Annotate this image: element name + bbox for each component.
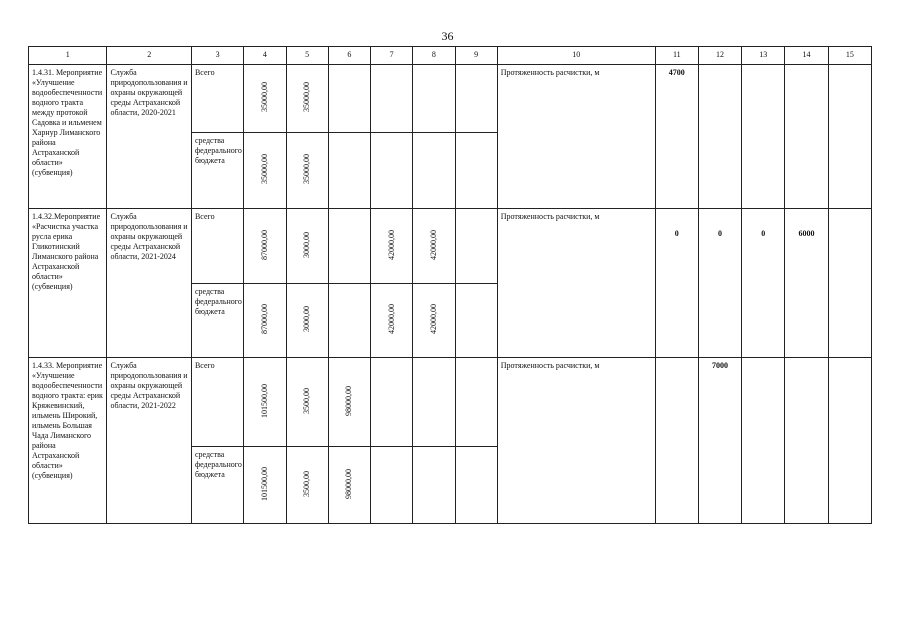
amount-cell [286, 132, 328, 209]
indicator-value-col12 [698, 64, 741, 209]
amount-value: 3500,00 [302, 470, 312, 497]
amount-cell [244, 209, 286, 283]
executor-cell: Служба природопользования и охраны окружающей среды Астраханской области, 2021-2022 [107, 358, 192, 524]
amount-cell [455, 132, 497, 209]
indicator-cell: Протяженность расчистки, м [497, 64, 655, 209]
amount-value: 98000,00 [344, 468, 354, 499]
amount-value: 35000,00 [302, 81, 312, 112]
amount-cell [244, 358, 286, 447]
table-row [29, 358, 872, 447]
amount-cell [413, 132, 455, 209]
total-label: Всего [191, 358, 243, 447]
amount-value: 35000,00 [259, 154, 269, 185]
amount-cell [328, 358, 370, 447]
budget-label: средства федерального бюджета [191, 447, 243, 524]
amount-cell [244, 64, 286, 132]
program-table [28, 46, 872, 524]
header-col-1: 1 [29, 47, 107, 65]
amount-cell [286, 64, 328, 132]
amount-cell [244, 132, 286, 209]
measure-cell: 1.4.33. Мероприятие «Улучшение водообеспеченности водного тракта: ерик Кряжевинский, ильмень Широкий, ильмень Большая Чада Лиманского района Астраханской области» (субвенция) [29, 358, 107, 524]
budget-label: средства федерального бюджета [191, 132, 243, 209]
amount-value: 3500,00 [302, 387, 312, 414]
total-label: Всего [191, 64, 243, 132]
amount-value: 42000,00 [386, 304, 396, 335]
amount-cell [328, 64, 370, 132]
amount-value: 87000,00 [259, 304, 269, 335]
page-number: 36 [441, 29, 454, 43]
amount-cell [371, 64, 413, 132]
amount-cell [413, 64, 455, 132]
amount-cell [455, 358, 497, 447]
indicator-value-col15 [828, 358, 871, 524]
amount-value: 101500,00 [259, 466, 269, 501]
header-col-13: 13 [742, 47, 785, 65]
header-col-15: 15 [828, 47, 871, 65]
amount-cell [371, 283, 413, 357]
amount-cell [371, 358, 413, 447]
amount-cell [328, 283, 370, 357]
amount-cell [286, 447, 328, 524]
amount-value: 87000,00 [259, 229, 269, 260]
header-col-6: 6 [328, 47, 370, 65]
header-col-3: 3 [191, 47, 243, 65]
indicator-cell: Протяженность расчистки, м [497, 209, 655, 358]
amount-value: 35000,00 [302, 154, 312, 185]
indicator-value-col13 [742, 358, 785, 524]
amount-value: 42000,00 [428, 229, 438, 260]
header-row [29, 47, 872, 65]
amount-cell [286, 209, 328, 283]
amount-cell [371, 209, 413, 283]
amount-cell [286, 283, 328, 357]
amount-cell [455, 209, 497, 283]
header-col-11: 11 [655, 47, 698, 65]
amount-value: 42000,00 [386, 229, 396, 260]
amount-cell [371, 132, 413, 209]
indicator-value-col15 [828, 64, 871, 209]
header-col-4: 4 [244, 47, 286, 65]
header-col-9: 9 [455, 47, 497, 65]
table-row [29, 209, 872, 283]
amount-value: 42000,00 [428, 304, 438, 335]
amount-cell [413, 447, 455, 524]
indicator-cell: Протяженность расчистки, м [497, 358, 655, 524]
amount-cell [455, 64, 497, 132]
indicator-value-col11: 4700 [655, 64, 698, 209]
amount-cell [244, 283, 286, 357]
indicator-value-col14 [785, 64, 828, 209]
indicator-value-col12: 7000 [698, 358, 741, 524]
executor-cell: Служба природопользования и охраны окружающей среды Астраханской области, 2020-2021 [107, 64, 192, 209]
amount-cell [455, 283, 497, 357]
amount-cell [328, 447, 370, 524]
amount-cell [328, 132, 370, 209]
amount-value: 3000,00 [302, 231, 312, 258]
amount-value: 3000,00 [302, 306, 312, 333]
amount-cell [328, 209, 370, 283]
amount-cell [286, 358, 328, 447]
amount-cell [244, 447, 286, 524]
header-col-14: 14 [785, 47, 828, 65]
amount-value: 98000,00 [344, 385, 354, 416]
indicator-value-col14: 6000 [785, 209, 828, 358]
executor-cell: Служба природопользования и охраны окружающей среды Астраханской области, 2021-2024 [107, 209, 192, 358]
measure-cell: 1.4.32.Мероприятие «Расчистка участка русла ерика Гликотинский Лиманского района Астраханской области» (субвенция) [29, 209, 107, 358]
table-row [29, 64, 872, 132]
indicator-value-col12: 0 [698, 209, 741, 358]
indicator-value-col15 [828, 209, 871, 358]
header-col-10: 10 [497, 47, 655, 65]
amount-value: 101500,00 [259, 383, 269, 418]
measure-cell: 1.4.31. Мероприятие «Улучшение водообеспеченности водного тракта между протокой Садовка и ильменем Харнур Лиманского района Астраханской области» (субвенция) [29, 64, 107, 209]
amount-value: 35000,00 [259, 81, 269, 112]
header-col-5: 5 [286, 47, 328, 65]
budget-label: средства федерального бюджета [191, 283, 243, 357]
header-col-2: 2 [107, 47, 192, 65]
amount-cell [413, 358, 455, 447]
indicator-value-col13 [742, 64, 785, 209]
header-col-7: 7 [371, 47, 413, 65]
amount-cell [413, 283, 455, 357]
indicator-value-col11: 0 [655, 209, 698, 358]
indicator-value-col11 [655, 358, 698, 524]
amount-cell [371, 447, 413, 524]
indicator-value-col13: 0 [742, 209, 785, 358]
header-col-12: 12 [698, 47, 741, 65]
header-col-8: 8 [413, 47, 455, 65]
total-label: Всего [191, 209, 243, 283]
amount-cell [455, 447, 497, 524]
amount-cell [413, 209, 455, 283]
indicator-value-col14 [785, 358, 828, 524]
